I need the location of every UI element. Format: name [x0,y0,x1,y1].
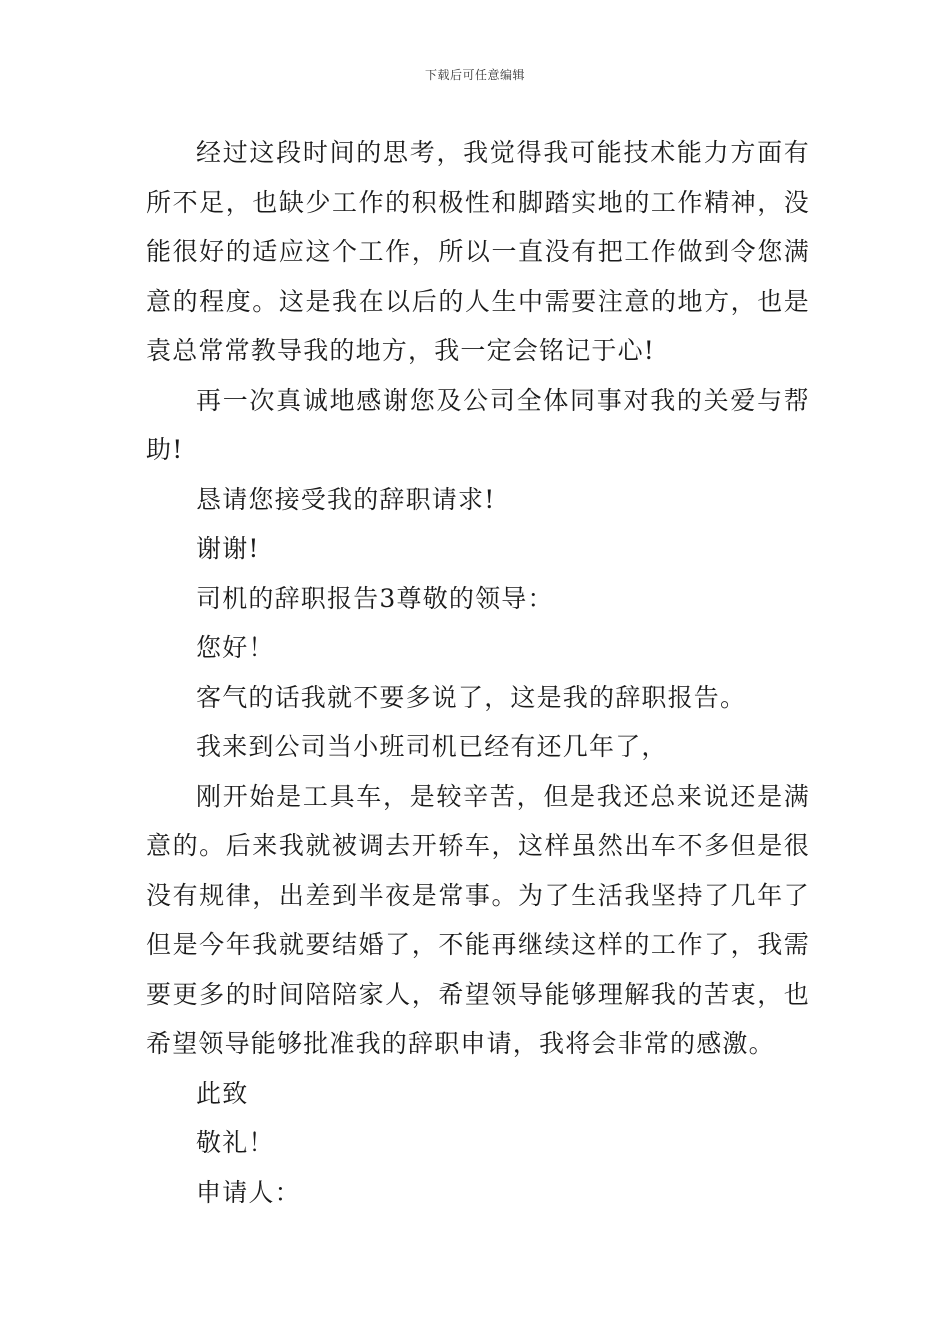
paragraph-thanks: 再一次真诚地感谢您及公司全体同事对我的关爱与帮助! [146,385,810,464]
paragraph-applicant: 申请人： [196,1177,301,1207]
paragraph-closing-2: 敬礼！ [196,1128,275,1157]
paragraph-thank-you: 谢谢! [196,534,260,563]
paragraph-intro: 客气的话我就不要多说了，这是我的辞职报告。 [196,682,747,712]
paragraph-reason: 刚开始是工具车，是较辛苦，但是我还总来说还是满意的。后来我就被调去开轿车，这样虽然出车不多但是很没有规律，出差到半夜是常事。为了生活我坚持了几年了但是今年我就要结婚了，不能再继续这样的工作了，我需要更多的时间陪陪家人，希望领导能够理解我的苦衷，也希望领导能够批准我的辞职申请，我将会非常的感激。 [146,781,810,1058]
paragraph-reflection: 经过这段时间的思考，我觉得我可能技术能力方面有所不足，也缺少工作的积极性和脚踏实地的工作精神，没能很好的适应这个工作，所以一直没有把工作做到令您满意的程度。这是我在以后的人生中需要注意的地方，也是袁总常常教导我的地方，我一定会铭记于心! [146,138,810,365]
paragraph-closing-1: 此致 [196,1078,249,1108]
paragraph-tenure: 我来到公司当小班司机已经有还几年了， [196,732,668,761]
paragraph-request: 恳请您接受我的辞职请求! [196,484,496,514]
paragraph-report-title: 司机的辞职报告3尊敬的领导： [196,583,554,613]
paragraph-greeting: 您好！ [196,633,275,662]
document-body [146,128,810,1217]
page-header: 下载后可任意编辑 [424,68,525,82]
